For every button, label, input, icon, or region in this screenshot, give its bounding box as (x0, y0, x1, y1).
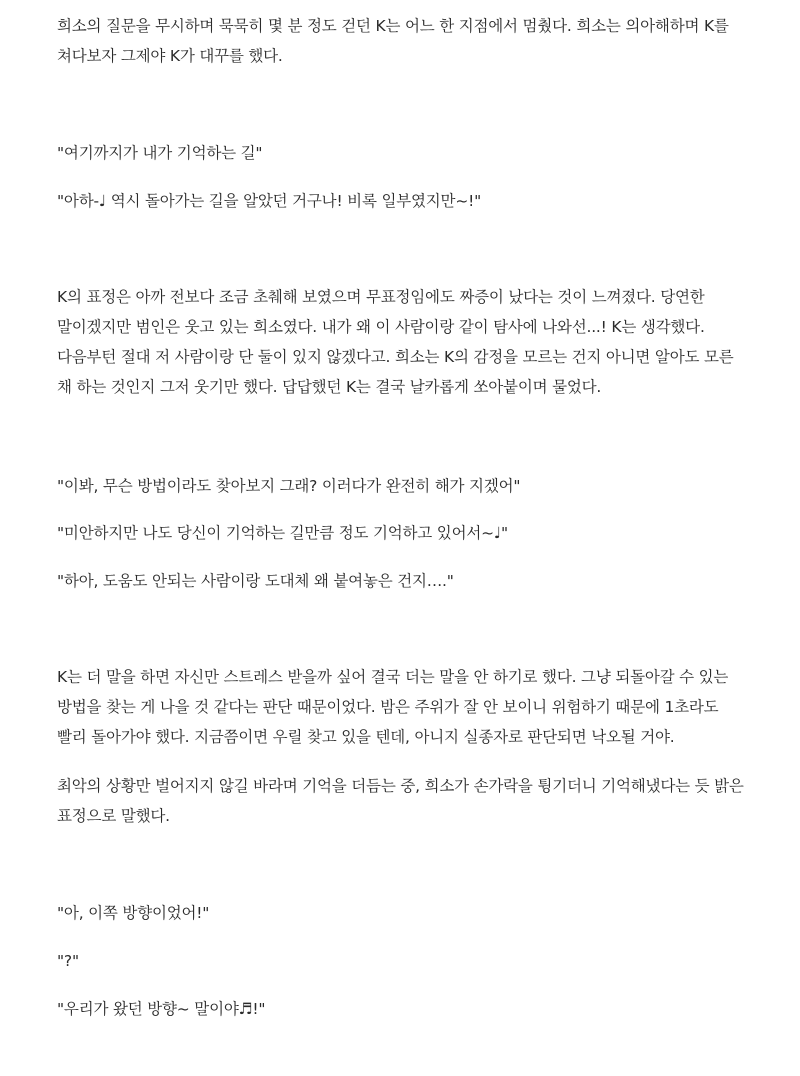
dialogue-line: "하아, 도움도 안되는 사람이랑 도대체 왜 붙여놓은 건지…." (57, 572, 454, 590)
dialogue-line: "아, 이쪽 방향이었어!" (57, 904, 210, 922)
paragraph-1: 희소의 질문을 무시하며 묵묵히 몇 분 정도 걷던 K는 어느 한 지점에서 멈췄다. 희소는 의아해하며 K를 쳐다보자 그제야 K가 대꾸를 했다. (57, 17, 729, 65)
paragraph-4: 최악의 상황만 벌어지지 않길 바라며 기억을 더듬는 중, 희소가 손가락을 튕기더니 기억해냈다는 듯 밝은 표정으로 말했다. (57, 777, 744, 825)
dialogue-line: "미안하지만 나도 당신이 기억하는 길만큼 정도 기억하고 있어서~♩" (57, 524, 508, 542)
dialogue-line: "?" (57, 952, 79, 970)
dialogue-line: "이봐, 무슨 방법이라도 찾아보지 그래? 이러다가 완전히 해가 지겠어" (57, 477, 521, 495)
dialogue-line: "우리가 왔던 방향~ 말이야♬!" (57, 1000, 266, 1018)
paragraph-3: K는 더 말을 하면 자신만 스트레스 받을까 싶어 결국 더는 말을 안 하기로 했다. 그냥 되돌아갈 수 있는 방법을 찾는 게 나을 것 같다는 판단 때문이었다. 밤은 주위가 잘 안 보이니 위험하기 때문에 1초라도 빨리 돌아가야 했다. 지금쯤이면 우릴 찾고 있을 텐데, 아니지 실종자로 판단되면 낙오될 거야. (57, 668, 729, 746)
dialogue-line: "아하-♩ 역시 돌아가는 길을 알았던 거구나! 비록 일부였지만~!" (57, 192, 482, 210)
dialogue-line: "여기까지가 내가 기억하는 길" (57, 144, 263, 162)
paragraph-2: K의 표정은 아까 전보다 조금 초췌해 보였으며 무표정임에도 짜증이 났다는 것이 느껴졌다. 당연한 말이겠지만 범인은 웃고 있는 희소였다. 내가 왜 이 사람이랑 같이 탐사에 나와선...! K는 생각했다. 다음부턴 절대 저 사람이랑 단 둘이 있지 않겠다고. 희소는 K의 감정을 모르는 건지 아니면 알아도 모른 채 하는 것인지 그저 웃기만 했다. 답답했던 K는 결국 날카롭게 쏘아붙이며 물었다. (57, 288, 734, 396)
